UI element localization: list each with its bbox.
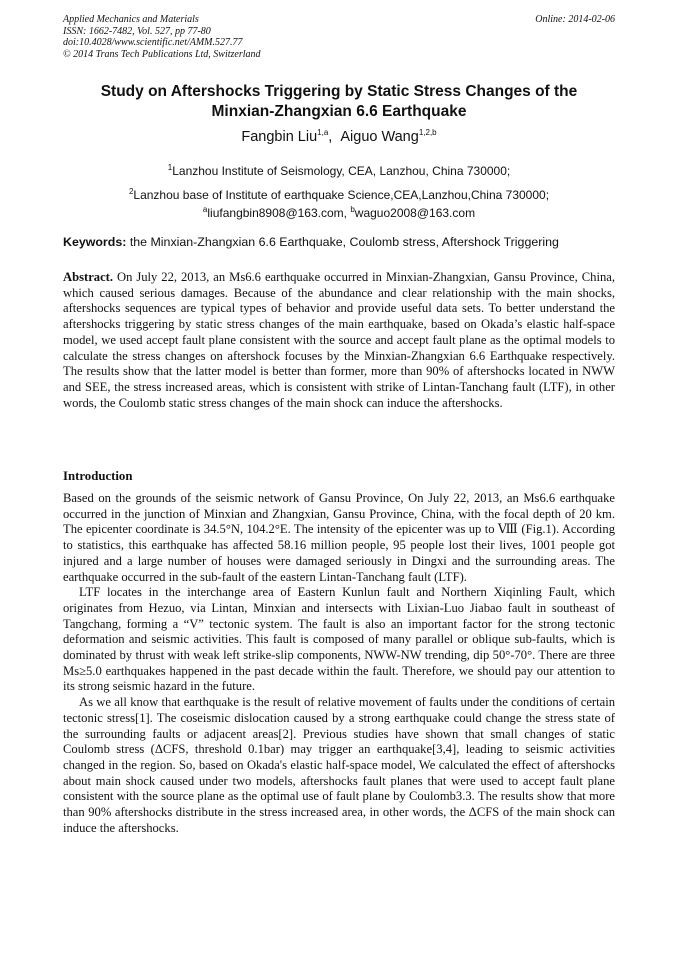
author-1-name: Fangbin Liu [241, 129, 318, 145]
author-2-name: Aiguo Wang [340, 129, 419, 145]
email-a[interactable]: liufangbin8908@163.com, [207, 206, 347, 220]
author-1-affiliation-mark: 1,a [317, 128, 329, 138]
abstract-text: On July 22, 2013, an Ms6.6 earthquake occurred in Minxian-Zhangxian, Gansu Province, China, which caused serious damages. Because of the abundance and clear relationship with the main shocks, aftershocks sequences are typical types of behavior and provide useful data sets. To better understand the aftershocks triggering by static stress changes of the main earthquake, based on Okada’s elastic half-space model, we used accept fault plane consistent with the source and accept fault plane as the optimal models to calculate the stress changes on aftershock focuses by the Minxian-Zhangxian 6.6 Earthquake respectively. The results show that the latter model is better than former, more than 90% of aftershocks located in NWW and SEE, the stress increased areas, which is consistent with strike of Lintan-Tanchang fault (LTF), in other words, the Coulomb static stress changes of the main shock can induce the aftershocks. [63, 270, 615, 410]
keywords-label: Keywords: [63, 235, 127, 249]
intro-paragraph-3: As we all know that earthquake is the result of relative movement of faults under the conditions of certain tectonic stress[1]. The coseismic dislocation caused by a strong earthquake could change the stress state of the surrounding faults or adjacent areas[2]. Previous studies have shown that small changes of static Coulomb stress (ΔCFS, threshold 0.1bar) may trigger an earthquake[3,4], leading to seismic activities changed in the region. So, based on Okada's elastic half-space model, We calculated the effect of aftershocks about main shock caused under two models, aftershocks fault planes that were used to accept fault plane consistent with the source plane as the optimal use of fault plane by Coulomb3.3. The results show that more than 90% aftershocks distribute in the stress increased area, in other words, the ΔCFS of the main shock can induce the aftershocks. [63, 695, 615, 835]
affiliation-1-text: Lanzhou Institute of Seismology, CEA, Lanzhou, China 730000; [172, 164, 511, 178]
journal-info [63, 14, 615, 60]
abstract-paragraph [63, 270, 615, 411]
keywords-text: the Minxian-Zhangxian 6.6 Earthquake, Coulomb stress, Aftershock Triggering [129, 235, 559, 249]
introduction-body [63, 491, 615, 836]
title-line-2: Minxian-Zhangxian 6.6 Earthquake [211, 103, 467, 120]
author-list [63, 127, 615, 147]
title-line-1: Study on Aftershocks Triggering by Static Stress Changes of the [100, 83, 578, 100]
affiliation-2-text: Lanzhou base of Institute of earthquake Science,CEA,Lanzhou,China 730000; [133, 188, 550, 202]
issn-line: ISSN: 1662-7482, Vol. 527, pp 77-80 [63, 25, 211, 37]
keywords-line [63, 234, 623, 250]
journal-header [63, 14, 615, 60]
intro-paragraph-2: LTF locates in the interchange area of Eastern Kunlun fault and Northern Xiqinling Fault, which originates from Hezuo, via Lintan, Minxian and intersects with Lixian-Luo Jiabao fault in southeast of Tangchang, forming a “V” tectonic system. The fault is also an important factor for the strong tectonic deformation and seismic activities. This fault is composed of many parallel or oblique sub-faults, which is dominated by thrust with weak left strike-slip components, NWW-NW trending, dip 50°-70°. There are three Ms≥5.0 earthquakes happened in the past decade within the fault. Therefore, we should pay our attention to its strong seismic hazard in the future. [63, 585, 615, 694]
journal-name: Applied Mechanics and Materials [63, 14, 199, 25]
author-separator: , [328, 129, 333, 145]
doi-line: doi:10.4028/www.scientific.net/AMM.527.77 [63, 37, 243, 49]
author-emails [63, 205, 615, 221]
copyright-line: © 2014 Trans Tech Publications Ltd, Switzerland [63, 48, 261, 60]
paper-title [63, 82, 615, 122]
email-b-mark: b [350, 205, 355, 214]
introduction-heading: Introduction [63, 469, 133, 483]
affiliation-2 [63, 187, 615, 203]
affiliation-1 [63, 163, 615, 179]
email-a-mark: a [202, 205, 208, 214]
intro-paragraph-1: Based on the grounds of the seismic network of Gansu Province, On July 22, 2013, an Ms6.6 earthquake occurred in the junction of Minxian and Zhangxian, Gansu Province, China, with the focal depth of 20 km. The epicenter coordinate is 34.5°N, 104.2°E. The intensity of the epicenter was up to Ⅷ (Fig.1). According to statistics, this earthquake has affected 58.16 million people, 95 people lost their lives, 1001 people got injured and a large number of houses were damaged seriously in Dingxi and the surrounding areas. The earthquake occurred in the sub-fault of the eastern Lintan-Tanchang fault (LTF). [63, 491, 615, 584]
online-date: Online: 2014-02-06 [535, 14, 615, 25]
affiliation-2-mark: 2 [128, 187, 134, 196]
affiliation-1-mark: 1 [167, 163, 173, 172]
author-2-affiliation-mark: 1,2,b [418, 128, 437, 138]
abstract-label: Abstract. [63, 270, 114, 284]
email-b[interactable]: waguo2008@163.com [354, 206, 476, 220]
